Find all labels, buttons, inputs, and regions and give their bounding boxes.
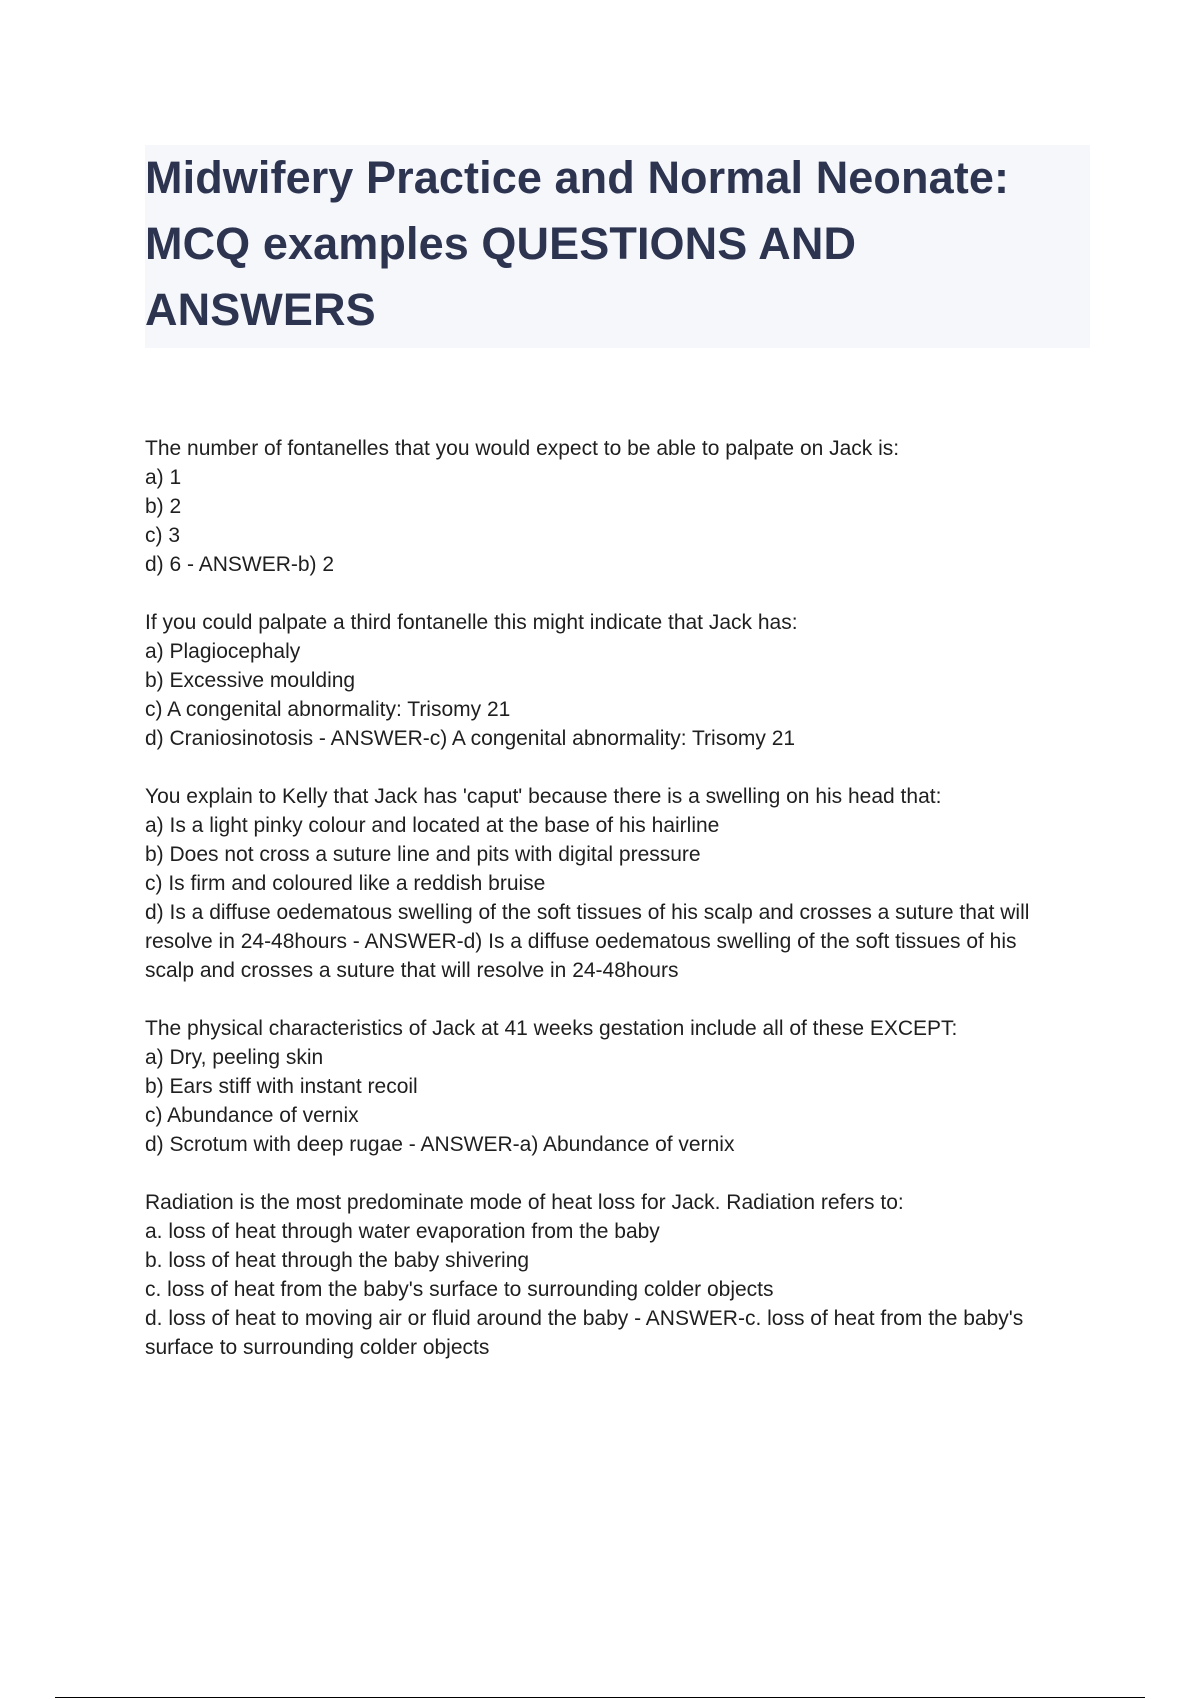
answer-option: c. loss of heat from the baby's surface to surrounding colder objects	[145, 1278, 774, 1301]
answer-option: c) 3	[145, 524, 181, 547]
document-title	[145, 145, 1090, 343]
question-block-3	[145, 782, 1105, 985]
title-line: ANSWERS	[145, 284, 376, 335]
answer-option-with-answer: d) Is a diffuse oedematous swelling of the soft tissues of his scalp and crosses a suture that will	[145, 901, 1030, 924]
question-stem: The physical characteristics of Jack at 41 weeks gestation include all of these EXCEPT:	[145, 1017, 958, 1040]
answer-option: b) Excessive moulding	[145, 669, 356, 692]
title-box	[145, 145, 1090, 348]
question-block-2	[145, 608, 1105, 753]
answer-option: a. loss of heat through water evaporation from the baby	[145, 1220, 660, 1243]
answer-option: b. loss of heat through the baby shivering	[145, 1249, 530, 1272]
question-block-4	[145, 1014, 1105, 1159]
answer-option-with-answer: d. loss of heat to moving air or fluid around the baby - ANSWER-c. loss of heat from the baby's	[145, 1307, 1024, 1330]
answer-option: a) Plagiocephaly	[145, 640, 301, 663]
answer-option: b) 2	[145, 495, 182, 518]
answer-option: c) Is firm and coloured like a reddish bruise	[145, 872, 546, 895]
answer-option-with-answer: d) Craniosinotosis - ANSWER-c) A congenital abnormality: Trisomy 21	[145, 727, 796, 750]
answer-option: c) A congenital abnormality: Trisomy 21	[145, 698, 511, 721]
title-line: MCQ examples QUESTIONS AND	[145, 218, 857, 269]
question-list	[145, 434, 1105, 1391]
answer-option: a) Dry, peeling skin	[145, 1046, 324, 1069]
question-stem: You explain to Kelly that Jack has 'caput' because there is a swelling on his head that:	[145, 785, 942, 808]
answer-option: b) Does not cross a suture line and pits with digital pressure	[145, 843, 701, 866]
answer-option: a) 1	[145, 466, 182, 489]
answer-continuation: resolve in 24-48hours - ANSWER-d) Is a diffuse oedematous swelling of the soft tissues of his	[145, 930, 1017, 953]
question-stem: Radiation is the most predominate mode of heat loss for Jack. Radiation refers to:	[145, 1191, 904, 1214]
page-divider	[55, 1697, 1145, 1698]
question-stem: If you could palpate a third fontanelle this might indicate that Jack has:	[145, 611, 798, 634]
title-line: Midwifery Practice and Normal Neonate:	[145, 152, 1010, 203]
answer-option: c) Abundance of vernix	[145, 1104, 359, 1127]
question-block-1	[145, 434, 1105, 579]
question-block-5	[145, 1188, 1105, 1362]
answer-continuation: surface to surrounding colder objects	[145, 1336, 490, 1359]
answer-option: a) Is a light pinky colour and located at the base of his hairline	[145, 814, 720, 837]
answer-option: b) Ears stiff with instant recoil	[145, 1075, 418, 1098]
answer-option-with-answer: d) Scrotum with deep rugae - ANSWER-a) Abundance of vernix	[145, 1133, 735, 1156]
answer-continuation: scalp and crosses a suture that will resolve in 24-48hours	[145, 959, 679, 982]
answer-option-with-answer: d) 6 - ANSWER-b) 2	[145, 553, 335, 576]
question-stem: The number of fontanelles that you would expect to be able to palpate on Jack is:	[145, 437, 900, 460]
